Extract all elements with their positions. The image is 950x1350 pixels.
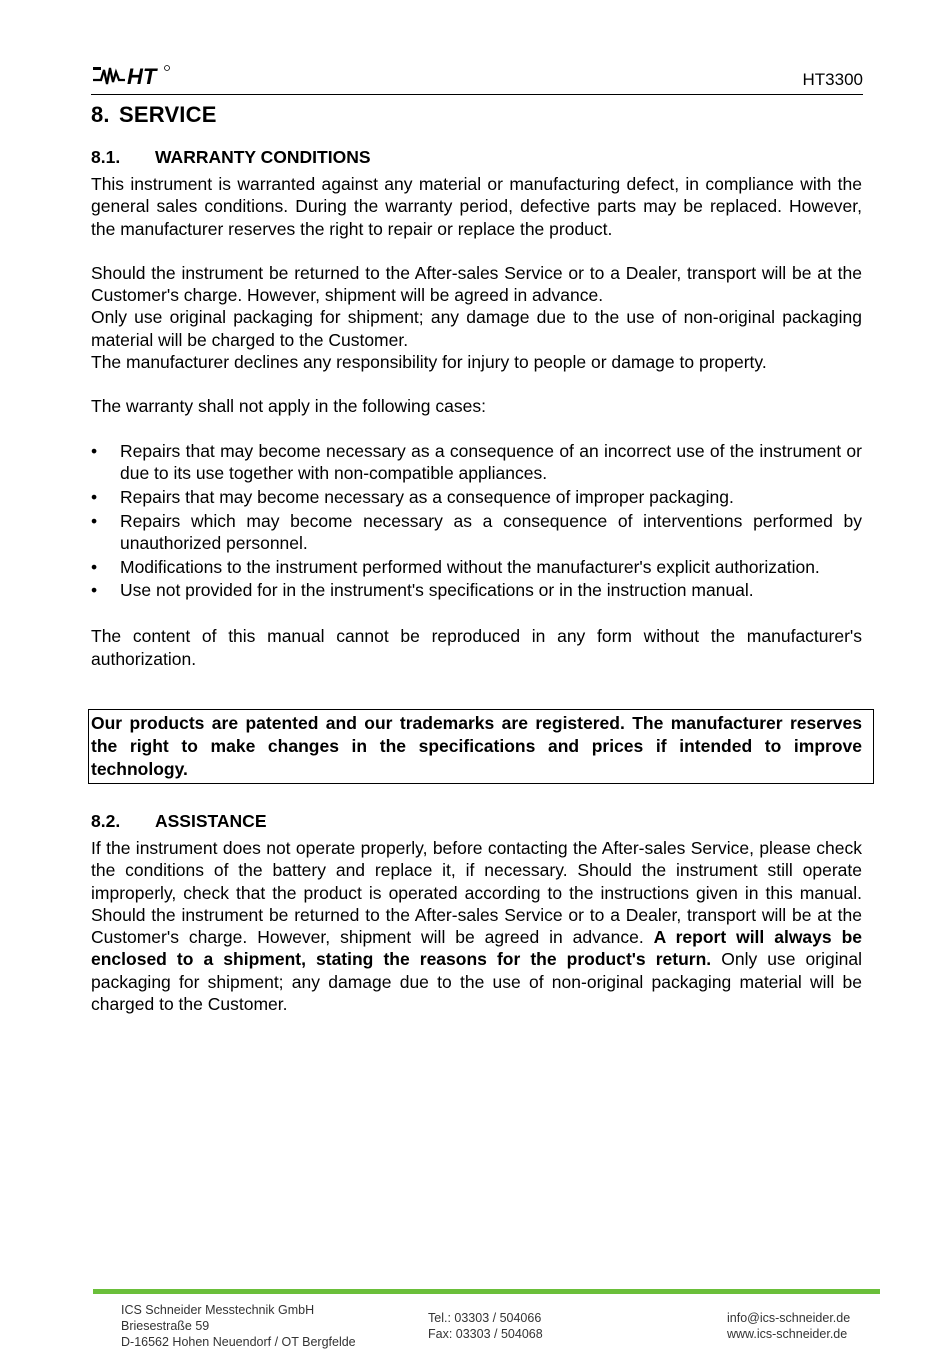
assistance-section	[91, 810, 862, 1015]
bullet-icon: •	[91, 486, 98, 507]
warranty-paragraph-3: The warranty shall not apply in the following cases:	[91, 396, 486, 417]
model-number: HT3300	[802, 70, 863, 89]
assistance-heading	[91, 810, 862, 832]
page-header	[91, 60, 863, 95]
list-item-text: Use not provided for in the instrument's specifications or in the instruction manual.	[120, 580, 754, 601]
section-number: 8.	[91, 102, 110, 127]
list-item-text: Repairs that may become necessary as a consequence of improper packaging.	[120, 486, 734, 507]
footer-web[interactable]: www.ics-schneider.de	[727, 1327, 848, 1341]
ht-logo	[91, 62, 171, 88]
warranty-paragraph-2c: The manufacturer declines any responsibility for injury to people or damage to property.	[91, 352, 767, 373]
footer-fax: Fax: 03303 / 504068	[428, 1327, 543, 1341]
footer-city: D-16562 Hohen Neuendorf / OT Bergfelde	[121, 1335, 356, 1349]
assistance-text-after: Only use original packaging for shipment; any damage due to the use of non-original packaging material will be charged to the Customer.	[91, 949, 862, 1015]
section-title	[91, 100, 862, 128]
warranty-heading-text: WARRANTY CONDITIONS	[155, 147, 371, 167]
warranty-paragraph-1: This instrument is warranted against any material or manufacturing defect, in compliance with the general sales conditions. During the warranty period, defective parts may be replaced. However, the manufacturer reserves the right to repair or replace the product.	[91, 174, 862, 239]
warranty-number: 8.1.	[91, 147, 121, 167]
footer-company: ICS Schneider Messtechnik GmbH	[121, 1303, 315, 1317]
warranty-paragraph-2b: Only use original packaging for shipment; any damage due to the use of non-original packaging material will be charged to the Customer.	[91, 307, 862, 350]
page-footer	[93, 1289, 880, 1349]
bullet-icon: •	[91, 510, 98, 531]
assistance-text-bold: A report will always be enclosed to a shipment, stating the reasons for the product's return.	[91, 927, 862, 970]
assistance-heading-text: ASSISTANCE	[155, 811, 267, 831]
page-content	[91, 100, 862, 670]
bullet-icon: •	[91, 440, 98, 461]
bullet-icon: •	[91, 556, 98, 577]
footer-email[interactable]: info@ics-schneider.de	[727, 1311, 851, 1325]
assistance-number: 8.2.	[91, 811, 121, 831]
footer-tel: Tel.: 03303 / 504066	[428, 1311, 542, 1325]
bullet-icon: •	[91, 580, 98, 601]
footer-street: Briesestraße 59	[121, 1319, 210, 1333]
footer-address	[121, 1302, 356, 1350]
list-item	[91, 440, 862, 485]
warranty-exclusions-list	[91, 440, 862, 602]
assistance-paragraph	[91, 837, 862, 1015]
list-item	[91, 556, 862, 578]
copyright-paragraph: The content of this manual cannot be reproduced in any form without the manufacturer's authorization.	[91, 626, 862, 669]
logo-text: HT	[127, 64, 157, 88]
notice-text: Our products are patented and our trademarks are registered. The manufacturer reserves the right to make changes in the specifications and prices if intended to improve technology.	[91, 713, 862, 779]
warranty-paragraph-2a: Should the instrument be returned to the After-sales Service or to a Dealer, transport will be at the Customer's charge. However, shipment will be agreed in advance.	[91, 262, 862, 306]
footer-contact	[727, 1302, 850, 1342]
list-item-text: Repairs which may become necessary as a consequence of interventions performed by unauthorized personnel.	[120, 510, 862, 553]
list-item	[91, 486, 862, 508]
assistance-text-before: If the instrument does not operate properly, before contacting the After-sales Service, please check the conditions of the battery and replace it, if necessary. Should the instrument still operate improperly, check that the product is operated according to the instructions given in this manual. Should the instrument be returned to the After-sales Service or to a Dealer, transport will be at the Customer's charge. However, shipment will be agreed in advance.	[91, 838, 862, 948]
notice-box	[88, 709, 874, 784]
section-title-text: SERVICE	[119, 102, 217, 127]
list-item-text: Modifications to the instrument performed without the manufacturer's explicit authorization.	[120, 556, 820, 577]
list-item-text: Repairs that may become necessary as a consequence of an incorrect use of the instrument or due to its use together with non-compatible appliances.	[120, 440, 862, 483]
list-item	[91, 579, 862, 601]
footer-phone	[428, 1302, 543, 1342]
list-item	[91, 510, 862, 555]
warranty-heading	[91, 146, 862, 168]
